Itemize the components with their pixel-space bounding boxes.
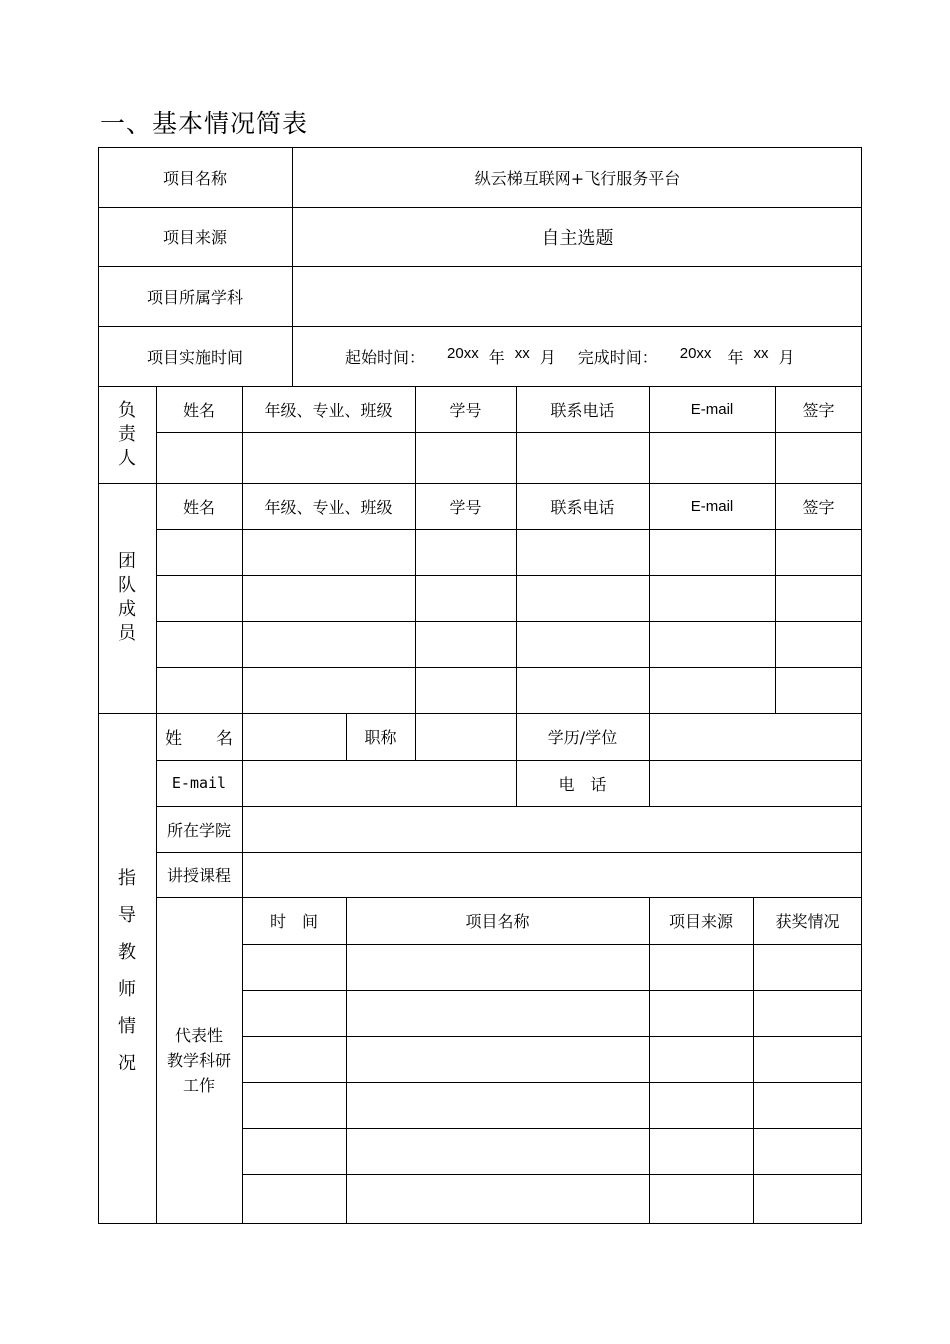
- start-label: 起始时间：: [345, 347, 426, 367]
- end-month: xx: [753, 344, 769, 362]
- works-row[interactable]: [242, 1036, 862, 1082]
- works-row[interactable]: [242, 990, 862, 1036]
- project-source-label: 项目来源: [162, 228, 227, 247]
- team-header-signature: 签字: [802, 497, 835, 517]
- project-source-value[interactable]: 自主选题: [541, 227, 614, 249]
- leader-class-field[interactable]: [242, 432, 415, 483]
- end-year-unit: 年: [727, 347, 744, 367]
- advisor-works-label: 代表性 教学科研 工作: [166, 1026, 231, 1095]
- project-time-value[interactable]: [293, 326, 862, 386]
- project-name-value[interactable]: 纵云梯互联网+飞行服务平台: [474, 168, 681, 188]
- start-month: xx: [514, 344, 530, 362]
- project-discipline-label: 项目所属学科: [146, 287, 243, 307]
- advisor-college-field[interactable]: [242, 806, 862, 852]
- team-member-row[interactable]: [156, 529, 862, 575]
- start-year-unit: 年: [488, 347, 505, 367]
- team-member-row[interactable]: [156, 621, 862, 667]
- advisor-title-label: 职称: [364, 728, 397, 747]
- works-row[interactable]: [242, 1082, 862, 1128]
- advisor-degree-field[interactable]: [649, 713, 862, 760]
- end-label: 完成时间：: [577, 347, 658, 367]
- works-header-project-name: 项目名称: [465, 912, 530, 931]
- works-header-time: 时 间: [269, 912, 318, 931]
- leader-header-name: 姓名: [182, 400, 215, 420]
- advisor-degree-label: 学历/学位: [547, 728, 618, 747]
- advisor-phone-field[interactable]: [649, 760, 862, 806]
- leader-header-signature: 签字: [802, 400, 835, 420]
- works-row[interactable]: [242, 944, 862, 990]
- team-header-student-id: 学号: [449, 497, 482, 517]
- project-discipline-value[interactable]: [293, 266, 862, 326]
- end-month-unit: 月: [778, 347, 795, 367]
- team-member-row[interactable]: [156, 667, 862, 713]
- leader-header-phone: 联系电话: [550, 400, 615, 420]
- advisor-email-field[interactable]: [242, 760, 516, 806]
- advisor-title-field[interactable]: [415, 713, 516, 760]
- advisor-phone-label: 电 话: [558, 774, 607, 794]
- advisor-college-label: 所在学院: [166, 820, 231, 840]
- advisor-section-label: 指 导 教 师 情 况: [118, 867, 136, 1074]
- leader-header-class: 年级、专业、班级: [264, 400, 393, 420]
- advisor-courses-label: 讲授课程: [166, 866, 231, 885]
- advisor-email-label: E-mail: [171, 774, 227, 792]
- project-time-label: 项目实施时间: [146, 347, 243, 367]
- section-title: 一、基本情况简表: [100, 109, 309, 138]
- start-year: 20xx: [447, 344, 479, 362]
- team-header-phone: 联系电话: [550, 497, 615, 517]
- advisor-name-label: 姓 名: [165, 729, 233, 749]
- works-header-awards: 获奖情况: [775, 912, 840, 931]
- works-row[interactable]: [242, 1174, 862, 1223]
- advisor-name-field[interactable]: [242, 713, 346, 760]
- team-section-label: 团 队 成 员: [118, 551, 136, 644]
- leader-section-label: 负 责 人: [118, 399, 136, 469]
- leader-signature-field[interactable]: [775, 432, 862, 483]
- end-year: 20xx: [679, 344, 712, 362]
- team-header-class: 年级、专业、班级: [264, 497, 393, 517]
- works-header-source: 项目来源: [668, 912, 733, 931]
- team-member-row[interactable]: [156, 575, 862, 621]
- leader-phone-field[interactable]: [516, 432, 649, 483]
- start-month-unit: 月: [539, 347, 556, 367]
- advisor-courses-field[interactable]: [242, 852, 862, 897]
- leader-email-field[interactable]: [649, 432, 775, 483]
- works-row[interactable]: [242, 1128, 862, 1174]
- project-name-label: 项目名称: [162, 168, 227, 188]
- leader-header-email: E-mail: [690, 400, 734, 418]
- team-header-name: 姓名: [182, 497, 215, 517]
- leader-student-id-field[interactable]: [415, 432, 516, 483]
- leader-name-field[interactable]: [156, 432, 242, 483]
- team-header-email: E-mail: [690, 497, 734, 515]
- leader-header-student-id: 学号: [449, 400, 482, 420]
